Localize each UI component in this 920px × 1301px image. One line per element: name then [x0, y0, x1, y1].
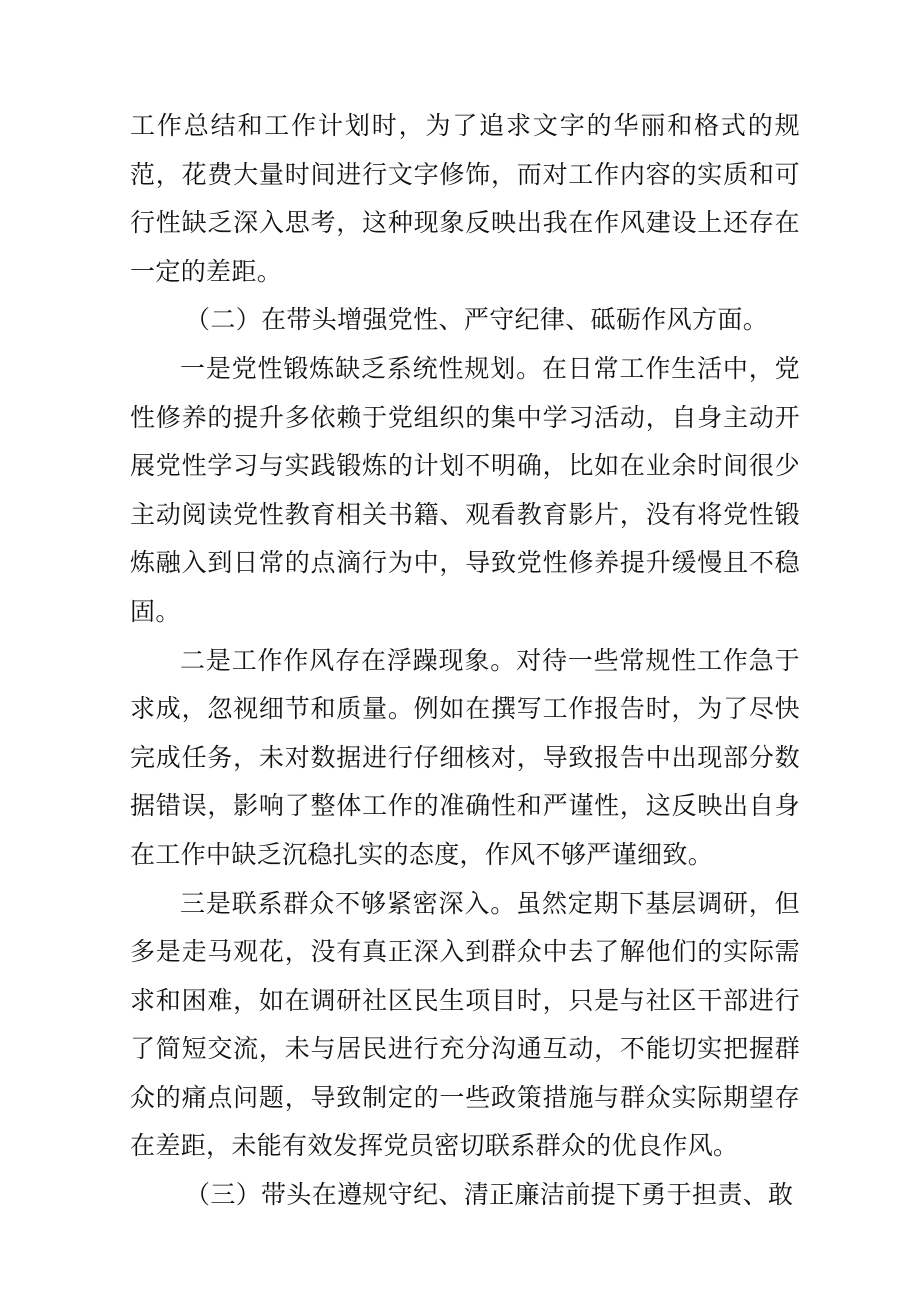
paragraph-point-2: 二是工作作风存在浮躁现象。对待一些常规性工作急于求成，忽视细节和质量。例如在撰写工作报告时，为了尽快完成任务，未对数据进行仔细核对，导致报告中出现部分数据错误，影响了整体工作的准确性和严谨性，这反映出自身在工作中缺乏沉稳扎实的态度，作风不够严谨细致。 — [130, 645, 800, 869]
paragraph-point-3: 三是联系群众不够紧密深入。虽然定期下基层调研，但多是走马观花，没有真正深入到群众中去了解他们的实际需求和困难，如在调研社区民生项目时，只是与社区干部进行了简短交流，未与居民进行充分沟通互动，不能切实把握群众的痛点问题，导致制定的一些政策措施与群众实际期望存在差距，未能有效发挥党员密切联系群众的优良作风。 — [130, 888, 800, 1161]
paragraph-continuation: 工作总结和工作计划时，为了追求文字的华丽和格式的规范，花费大量时间进行文字修饰，而对工作内容的实质和可行性缺乏深入思考，这种现象反映出我在作风建设上还存在一定的差距。 — [130, 111, 800, 286]
section-heading-3: （三）带头在遵规守纪、清正廉洁前提下勇于担责、敢 — [185, 1180, 794, 1210]
section-heading-2: （二）在带头增强党性、严守纪律、砥砺作风方面。 — [185, 305, 769, 335]
paragraph-point-1: 一是党性锻炼缺乏系统性规划。在日常工作生活中，党性修养的提升多依赖于党组织的集中学习活动，自身主动开展党性学习与实践锻炼的计划不明确，比如在业余时间很少主动阅读党性教育相关书籍、观看教育影片，没有将党性锻炼融入到日常的点滴行为中，导致党性修养提升缓慢且不稳固。 — [130, 353, 800, 626]
document-body — [130, 102, 800, 1220]
